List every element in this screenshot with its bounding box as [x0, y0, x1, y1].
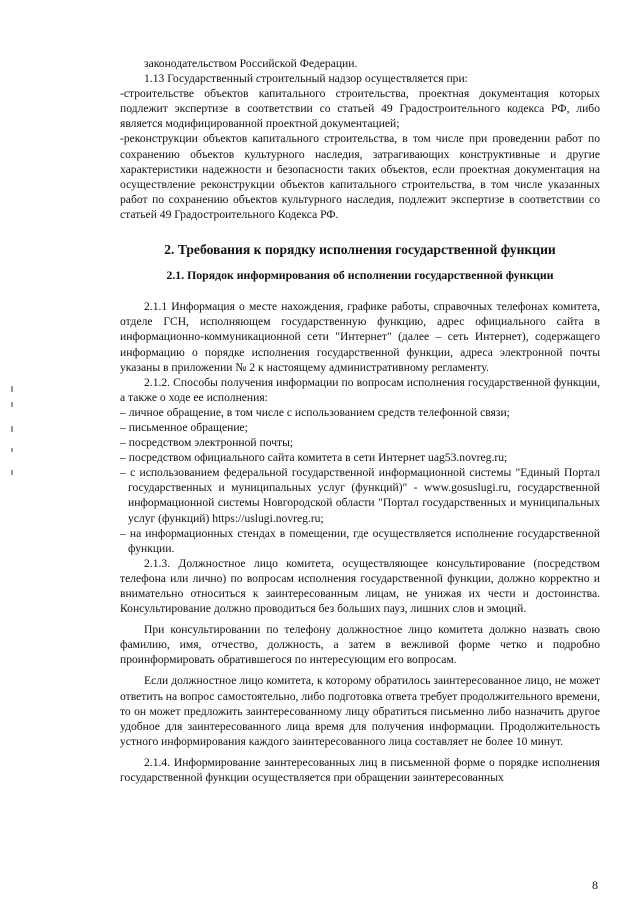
paragraph: законодательством Российской Федерации. [144, 57, 358, 70]
page-number: 8 [592, 878, 598, 892]
scan-edge-mark [11, 386, 13, 392]
subsection-heading: 2.1. Порядок информирования об исполнении государственной функции [166, 268, 554, 283]
document-body [120, 56, 600, 785]
scan-edge-mark [11, 448, 13, 452]
paragraph: 1.13 Государственный строительный надзор осуществляется при: [144, 72, 468, 86]
paragraph: Если должностное лицо комитета, к которому обратилось заинтересованное лицо, не может ответить на вопрос самостоятельно, либо подготовка ответа требует продолжительного времени, то он может предложить заинтересованному лицу обратиться письменно либо назначить другое удобное для заинтересованного лица время для получения информации. Продолжительность устного информирования каждого заинтересованного лица составляет не более 10 минут. [120, 674, 600, 748]
paragraph: -строительстве объектов капитального строительства, проектная документация которых подлежит экспертизе в соответствии со статьей 49 Градостроительного кодекса РФ, либо является модифицированной проектной документацией; [120, 87, 600, 131]
paragraph: -реконструкции объектов капитального строительства, в том числе при проведении работ по сохранению объектов культурного наследия, затрагивающих конструктивные и другие характеристики надежности и безопасности таких объектов, если проектная документация на осуществление реконструкции объектов капитального строительства, в том числе указанных работ по сохранению объектов культурного наследия, подлежит экспертизе в соответствии со статьей 49 Градостроительного Кодекса РФ. [120, 132, 600, 221]
info-methods-list [120, 405, 600, 556]
list-item: – посредством электронной почты; [120, 436, 294, 450]
scan-edge-mark [11, 402, 13, 407]
section-heading: 2. Требования к порядку исполнения государственной функции [164, 242, 556, 258]
paragraph: При консультировании по телефону должностное лицо комитета должно назвать свою фамилию, имя, отчество, должность, а затем в вежливой форме четко и подробно проинформировать обратившегося по интересующим его вопросам. [120, 623, 600, 667]
list-item: – личное обращение, в том числе с использованием средств телефонной связи; [120, 405, 510, 419]
scan-edge-mark [11, 426, 13, 432]
paragraph: 2.1.1 Информация о месте нахождения, графике работы, справочных телефонах комитета, отделе ГСН, исполняющем государственную функцию, адрес официального сайта в информационно-коммуникационной сети "Интернет" (далее – сеть Интернет), содержащего информацию о порядке исполнения государственной функции, адреса электронной почты указаны в приложении № 2 к настоящему административному регламенту. [120, 300, 600, 374]
list-item: – посредством официального сайта комитета в сети Интернет uag53.novreg.ru; [120, 451, 508, 465]
scan-edge-mark [11, 470, 13, 475]
list-item: – на информационных стендах в помещении, где осуществляется исполнение государственной функции. [120, 526, 600, 555]
list-item: – с использованием федеральной государственной информационной системы "Единый Портал государственных и муниципальных услуг (функций)" - www.gosuslugi.ru, государственной информационной системы Новгородской области "Портал государственных и муниципальных услуг (функций) https://uslugi.novreg.ru; [120, 466, 600, 525]
list-item: – письменное обращение; [120, 420, 248, 434]
paragraph: 2.1.2. Способы получения информации по вопросам исполнения государственной функции, а также о ходе ее исполнения: [120, 375, 600, 404]
paragraph: 2.1.3. Должностное лицо комитета, осуществляющее консультирование (посредством телефона или лично) по вопросам исполнения государственной функции, должно корректно и внимательно относиться к заинтересованным лицам, не унижая их чести и достоинства. Консультирование должно проводиться без больших пауз, лишних слов и эмоций. [120, 556, 600, 616]
paragraph: 2.1.4. Информирование заинтересованных лиц в письменной форме о порядке исполнения государственной функции осуществляется при обращении заинтересованных [120, 755, 600, 785]
